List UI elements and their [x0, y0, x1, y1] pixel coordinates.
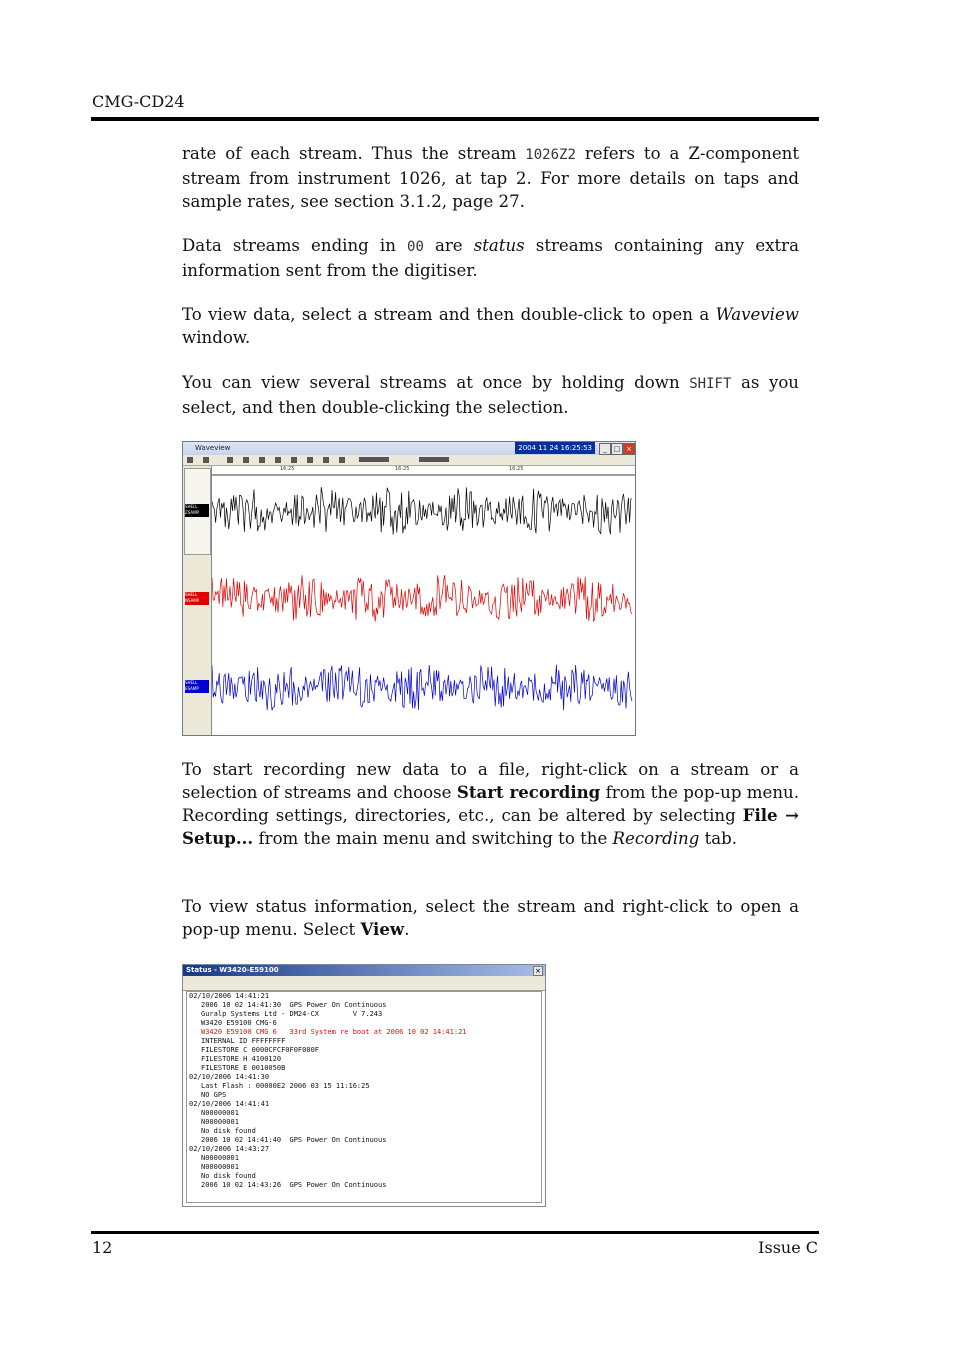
- log-timestamp: 02/10/2006 14:41:21: [189, 992, 270, 1000]
- log-line: No disk found: [201, 1127, 256, 1135]
- time-tick: 16:25: [509, 466, 524, 472]
- log-line: FILESTORE E 0010050B: [201, 1064, 286, 1072]
- paragraph-multi-select: [182, 371, 799, 419]
- log-line: 2006 10 02 14:43:26 GPS Power On Continuous: [201, 1181, 387, 1189]
- log-line: N00000001: [201, 1163, 239, 1171]
- log-line: N00000001: [201, 1154, 239, 1162]
- text: You can view several streams at once by holding down: [182, 373, 690, 392]
- waveview-toolbar: [183, 455, 635, 466]
- menu-item-ref: Start recording: [456, 782, 601, 802]
- text: from the pop-up menu. Recording settings, directories, etc., can be altered by selecting: [182, 783, 800, 825]
- log-line: NO GPS: [201, 1091, 227, 1099]
- menu-path-ref: File → Setup...: [182, 805, 799, 848]
- waveview-titlebar: [183, 442, 635, 455]
- status-window-screenshot: [182, 964, 546, 1207]
- toolbar-icon: [339, 457, 345, 463]
- toolbar-icon: [187, 457, 193, 463]
- log-line: W3420 E59100 CMG 6 33rd System re boot at 2006 10 02 14:41:21: [201, 1028, 467, 1036]
- running-header: CMG-CD24: [92, 92, 185, 111]
- log-line: No disk found: [201, 1172, 256, 1180]
- text: as you select, and then double-clicking the selection.: [182, 373, 799, 417]
- status-log: [186, 991, 542, 1203]
- text: Data streams ending in: [182, 236, 408, 255]
- log-line: FILESTORE H 4100120: [201, 1055, 282, 1063]
- text: tab.: [699, 829, 738, 848]
- menu-item-ref: View: [360, 919, 405, 939]
- text: .: [404, 920, 410, 939]
- waveview-clock: 2004 11 24 16:25:53: [515, 442, 595, 454]
- toolbar-icon: [243, 457, 249, 463]
- toolbar-icon: [259, 457, 265, 463]
- close-icon: ×: [623, 443, 635, 455]
- paragraph-view-data: [182, 303, 799, 349]
- stream-label-n: SHELL NSAMP: [185, 592, 209, 605]
- log-line: Last Flash : 00000E2 2006 03 15 11:16:25: [201, 1082, 370, 1090]
- stream-label-e: SHELL ESAMP: [185, 680, 209, 693]
- stream-suffix-code: 00: [407, 239, 424, 255]
- minimize-icon: _: [599, 443, 611, 455]
- toolbar-icon: [227, 457, 233, 463]
- text: from the main menu and switching to the: [253, 829, 613, 848]
- toolbar-icon: [275, 457, 281, 463]
- log-timestamp: 02/10/2006 14:43:27: [189, 1145, 270, 1153]
- log-timestamp: 02/10/2006 14:41:30: [189, 1073, 270, 1081]
- close-icon: ×: [533, 966, 543, 976]
- page-number: 12: [92, 1238, 113, 1257]
- key-code: SHIFT: [689, 376, 732, 392]
- waveform-z: [212, 487, 632, 534]
- status-toolbar: [183, 976, 545, 991]
- waveview-screenshot: [182, 441, 636, 736]
- issue-label: Issue C: [758, 1238, 818, 1257]
- toolbar-icon: [291, 457, 297, 463]
- emphasis: Waveview: [715, 305, 799, 324]
- log-line: N00000001: [201, 1118, 239, 1126]
- log-line: FILESTORE C 0000CFCF0F0F000F: [201, 1046, 320, 1054]
- text: streams containing any extra information sent from the digitiser.: [182, 236, 799, 280]
- toolbar-icon: [307, 457, 313, 463]
- log-line: INTERNAL ID FFFFFFFF: [201, 1037, 286, 1045]
- paragraph-status-streams: [182, 234, 799, 282]
- waveview-title: Waveview: [195, 444, 231, 452]
- text: window.: [182, 328, 251, 347]
- text: are: [423, 236, 474, 255]
- maximize-icon: □: [611, 443, 623, 455]
- time-tick: 16:25: [395, 466, 410, 472]
- status-titlebar: [183, 965, 545, 976]
- log-line: 2006 10 02 14:41:40 GPS Power On Continuous: [201, 1136, 387, 1144]
- emphasis: Recording: [612, 829, 700, 848]
- status-title: Status - W3420-E59100: [186, 966, 279, 974]
- text: To view data, select a stream and then double-click to open a: [182, 305, 716, 324]
- paragraph-start-recording: [182, 758, 799, 850]
- log-line: Guralp Systems Ltd - DM24-CX V 7.243: [201, 1010, 383, 1018]
- text: To start recording new data to a file, right-click on a stream or a selection of streams and choose: [182, 760, 799, 802]
- toolbar-icon: [323, 457, 329, 463]
- stream-label-z: SHELL ZSAMP: [185, 504, 209, 517]
- footer-rule: [91, 1231, 819, 1234]
- text: rate of each stream. Thus the stream: [182, 144, 526, 163]
- text: To view status information, select the stream and right-click to open a pop-up menu. Select: [182, 897, 799, 939]
- waveform-e: [212, 665, 632, 711]
- header-rule: [91, 117, 819, 121]
- log-line: 2006 10 02 14:41:30 GPS Power On Continuous: [201, 1001, 387, 1009]
- paragraph-status-view: [182, 895, 799, 941]
- text: refers to a Z-component stream from instrument 1026, at tap 2. For more details on taps and sample rates, see section 3.1.2, page 27.: [182, 144, 799, 211]
- time-tick: 16:25: [280, 466, 295, 472]
- log-line: N00000001: [201, 1109, 239, 1117]
- stream-code: 1026Z2: [525, 147, 576, 163]
- paragraph-stream-naming: [182, 142, 799, 213]
- waveform-n: [212, 575, 632, 622]
- stream-label-panel: [183, 466, 212, 735]
- log-timestamp: 02/10/2006 14:41:41: [189, 1100, 270, 1108]
- toolbar-field: [419, 457, 449, 462]
- emphasis: status: [473, 236, 525, 255]
- log-line: W3420 E59100 CMG-6: [201, 1019, 277, 1027]
- toolbar-icon: [203, 457, 209, 463]
- toolbar-field: [359, 457, 389, 462]
- waveform-plot: [212, 466, 635, 735]
